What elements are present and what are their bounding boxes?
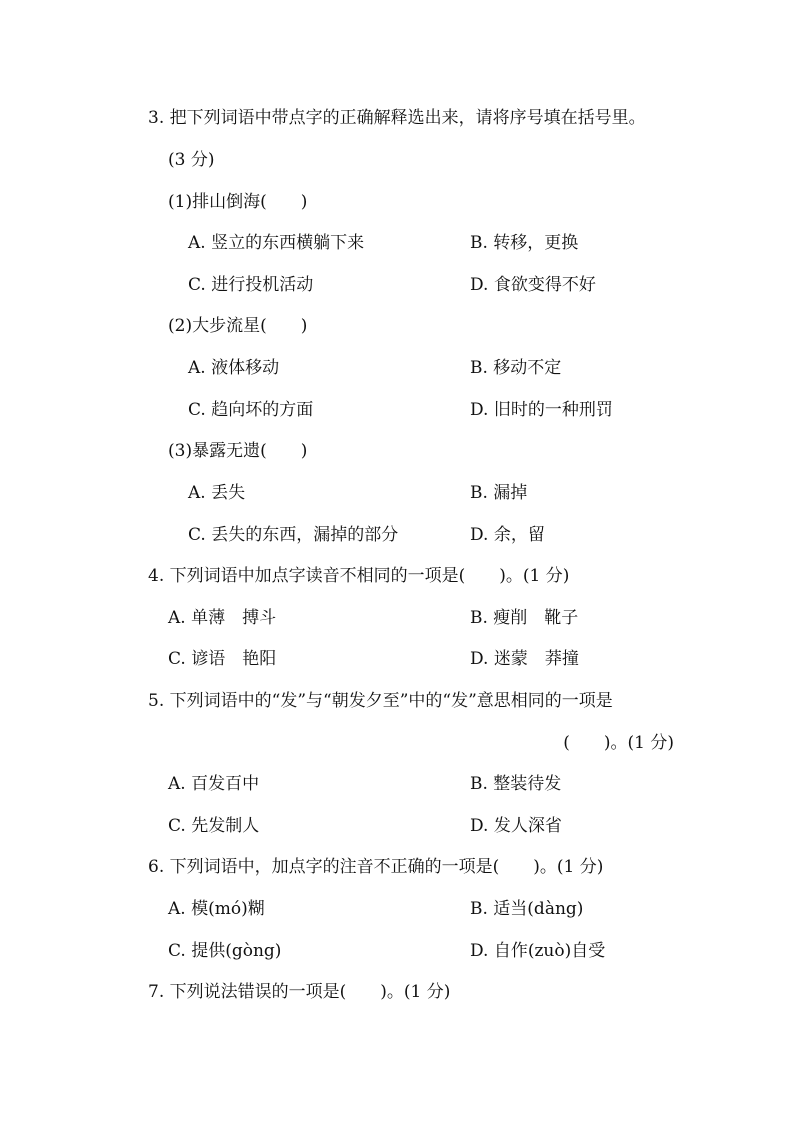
question-6-option-a: A. 模(mó)糊	[168, 899, 265, 919]
question-4-option-a: A. 单薄 搏斗	[168, 608, 277, 628]
question-3-item-1-option-d: D. 食欲变得不好	[470, 275, 596, 295]
question-5-answer-tail: ( )。(1 分)	[563, 733, 674, 753]
question-5-option-a: A. 百发百中	[168, 774, 260, 794]
question-3-item-3-option-a: A. 丢失	[188, 483, 246, 503]
question-3-item-3-option-c: C. 丢失的东西，漏掉的部分	[188, 525, 399, 545]
question-3-item-1-stem: (1)排山倒海( )	[168, 192, 308, 212]
question-4-stem: 4. 下列词语中加点字读音不相同的一项是( )。(1 分)	[148, 566, 570, 586]
question-3-item-3-option-b: B. 漏掉	[470, 483, 528, 503]
question-3-stem: 3. 把下列词语中带点字的正确解释选出来，请将序号填在括号里。	[148, 108, 646, 128]
question-3-item-2-option-d: D. 旧时的一种刑罚	[470, 400, 613, 420]
question-3-item-1-option-c: C. 进行投机活动	[188, 275, 314, 295]
question-5-option-b: B. 整装待发	[470, 774, 562, 794]
question-5-option-c: C. 先发制人	[168, 816, 260, 836]
question-6-option-b: B. 适当(dàng)	[470, 899, 584, 919]
question-4-option-c: C. 谚语 艳阳	[168, 649, 277, 669]
question-6-option-d: D. 自作(zuò)自受	[470, 941, 606, 961]
question-4-option-b: B. 瘦削 靴子	[470, 608, 579, 628]
question-3-item-1-option-a: A. 竖立的东西横躺下来	[188, 233, 365, 253]
question-6-stem: 6. 下列词语中，加点字的注音不正确的一项是( )。(1 分)	[148, 857, 604, 877]
question-3-item-2-stem: (2)大步流星( )	[168, 316, 308, 336]
question-3-score: (3 分)	[168, 150, 215, 170]
question-7-stem: 7. 下列说法错误的一项是( )。(1 分)	[148, 982, 451, 1002]
question-5-stem: 5. 下列词语中的“发”与“朝发夕至”中的“发”意思相同的一项是	[148, 691, 613, 711]
question-3-item-2-option-b: B. 移动不定	[470, 358, 562, 378]
question-3-item-3-stem: (3)暴露无遗( )	[168, 441, 308, 461]
question-3-item-3-option-d: D. 余，留	[470, 525, 545, 545]
question-4-option-d: D. 迷蒙 莽撞	[470, 649, 579, 669]
question-6-option-c: C. 提供(gòng)	[168, 941, 282, 961]
question-3-item-2-option-a: A. 液体移动	[188, 358, 280, 378]
question-5-option-d: D. 发人深省	[470, 816, 562, 836]
question-3-item-1-option-b: B. 转移，更换	[470, 233, 579, 253]
question-3-item-2-option-c: C. 趋向坏的方面	[188, 400, 314, 420]
